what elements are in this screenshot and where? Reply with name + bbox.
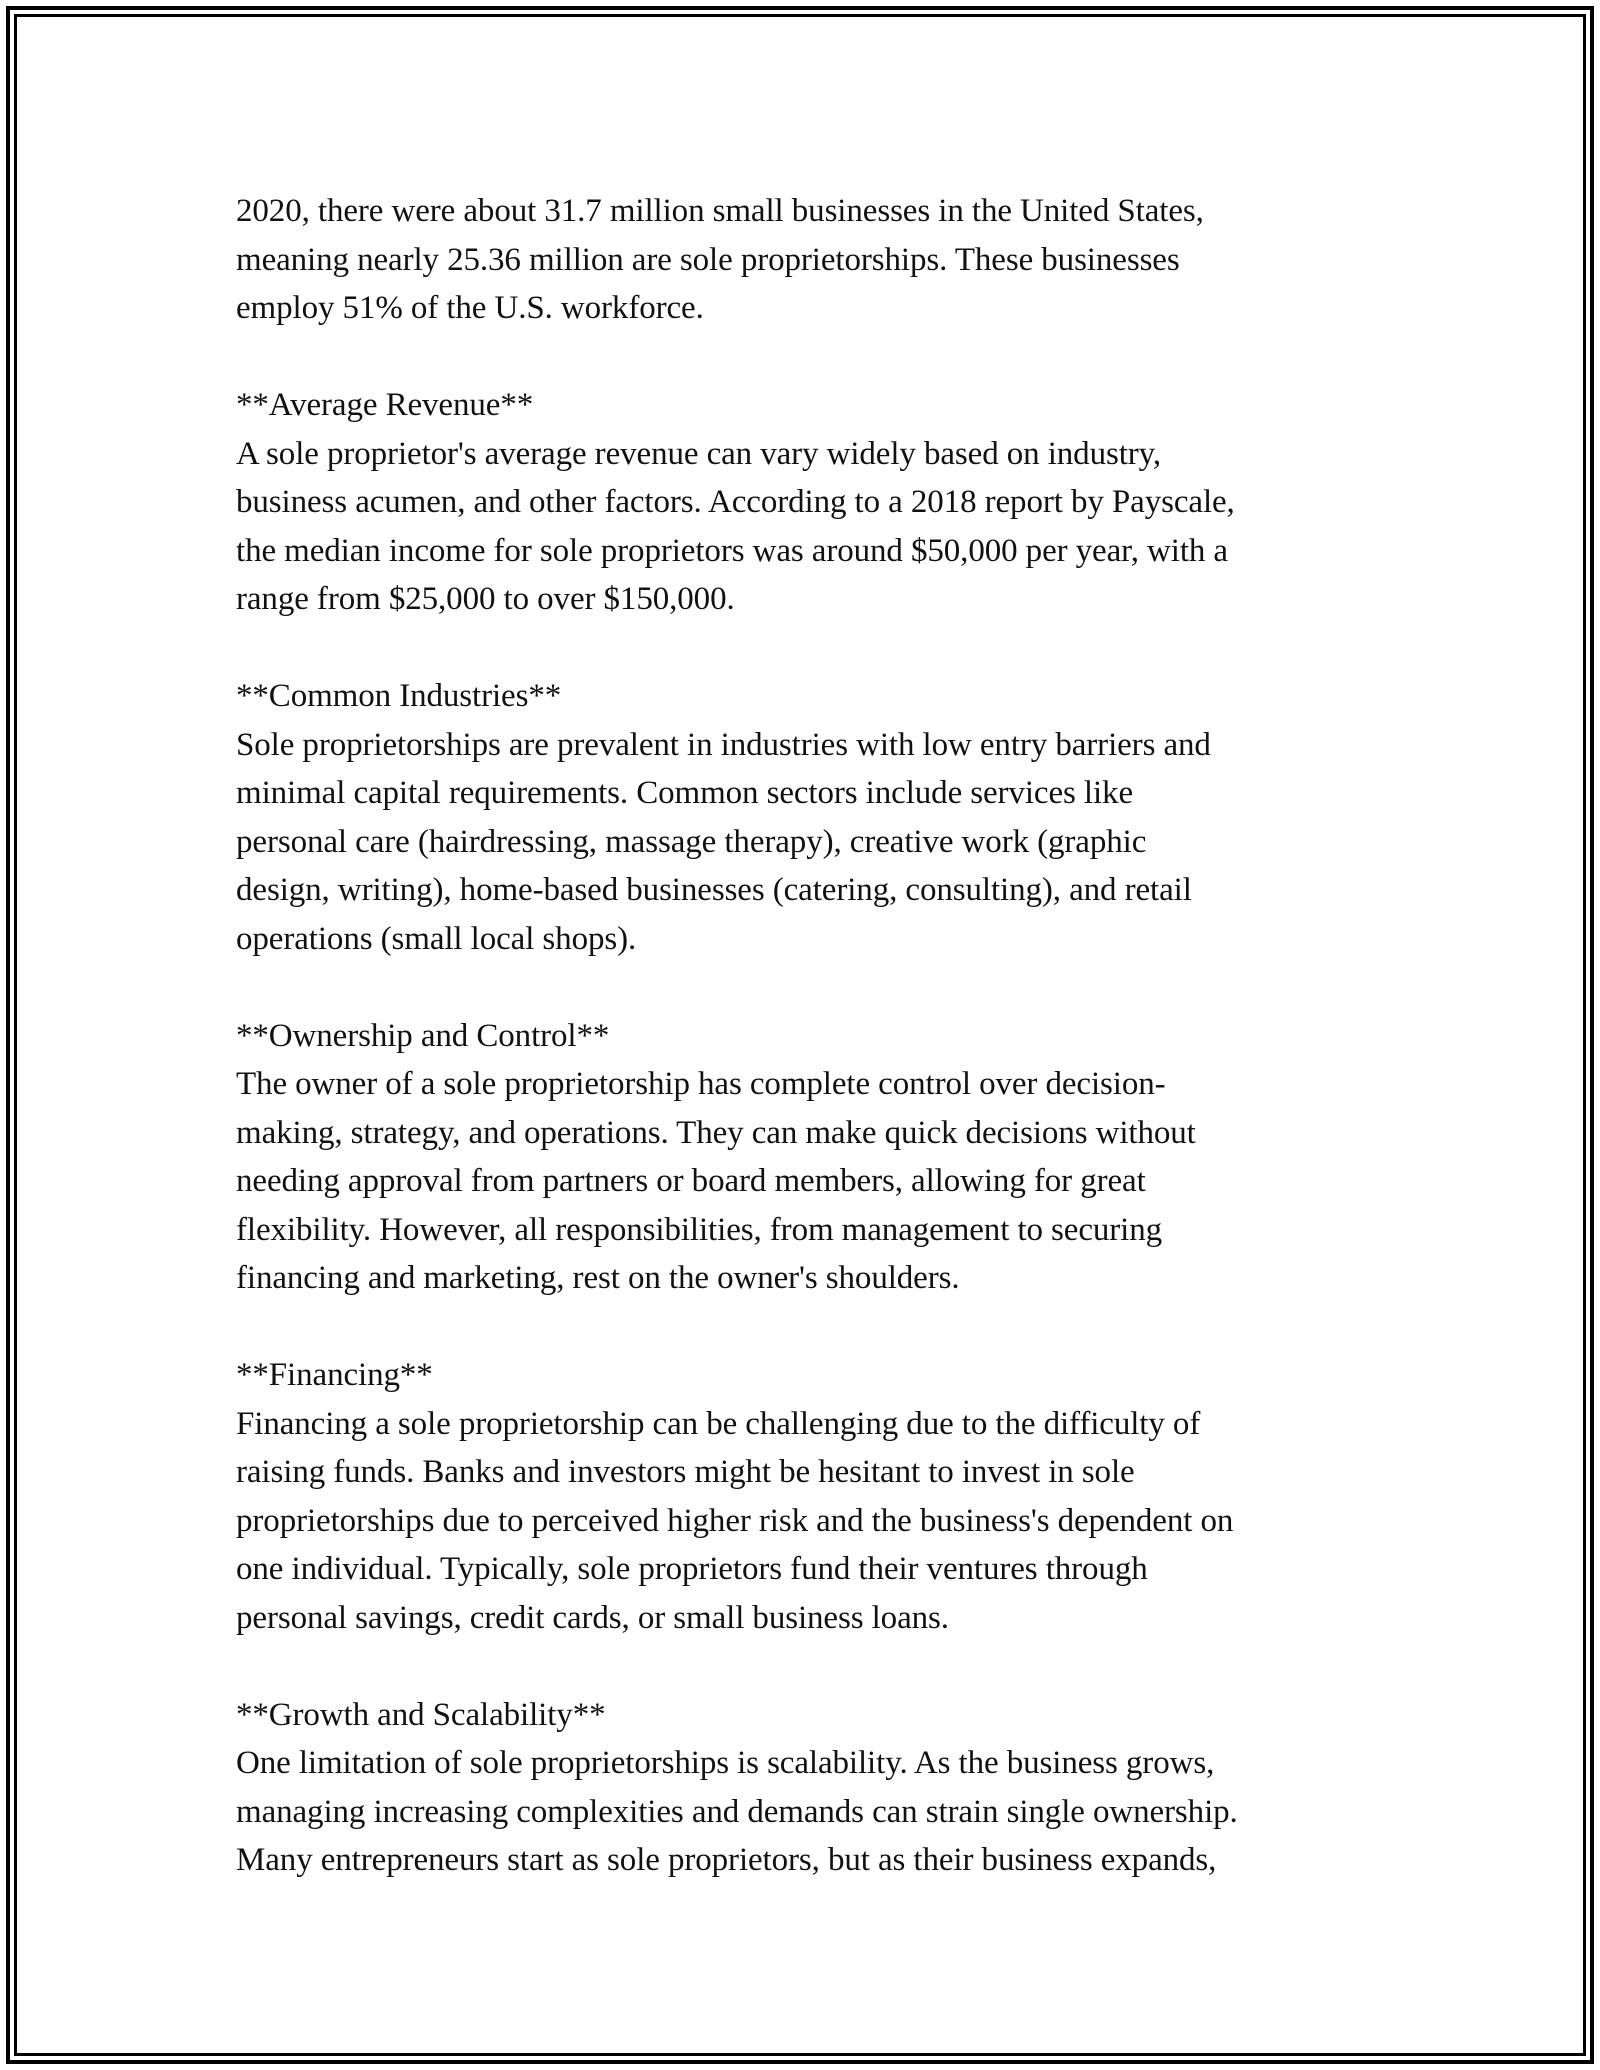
section-ownership-and-control (236, 1012, 1366, 1303)
paragraph-line: One limitation of sole proprietorships is scalability. As the business grows, (236, 1745, 1215, 1781)
section-common-industries (236, 672, 1366, 963)
section-growth-and-scalability (236, 1691, 1366, 1885)
paragraph-line: design, writing), home-based businesses (catering, consulting), and retail (236, 872, 1192, 908)
section-paragraph (236, 430, 1366, 624)
section-heading: **Growth and Scalability** (236, 1696, 606, 1733)
section-average-revenue (236, 381, 1366, 624)
paragraph-line: operations (small local shops). (236, 920, 637, 957)
section-heading: **Average Revenue** (236, 387, 534, 423)
document-body (236, 187, 1366, 1885)
intro-paragraph (236, 187, 1366, 333)
section-paragraph (236, 1739, 1366, 1885)
section-financing (236, 1351, 1366, 1642)
section-paragraph (236, 721, 1366, 964)
paragraph-line: personal savings, credit cards, or small business loans. (236, 1599, 949, 1636)
paragraph-line: Financing a sole proprietorship can be challenging due to the difficulty of (236, 1405, 1201, 1442)
intro-line: meaning nearly 25.36 million are sole proprietorships. These businesses (236, 241, 1180, 278)
paragraph-line: The owner of a sole proprietorship has complete control over decision- (236, 1066, 1166, 1102)
intro-line: employ 51% of the U.S. workforce. (236, 290, 704, 326)
paragraph-line: flexibility. However, all responsibilities, from management to securing (236, 1211, 1163, 1248)
section-heading: **Financing** (236, 1357, 433, 1393)
section-paragraph (236, 1400, 1366, 1643)
paragraph-line: managing increasing complexities and demands can strain single ownership. (236, 1793, 1238, 1830)
paragraph-line: making, strategy, and operations. They can make quick decisions without (236, 1114, 1196, 1151)
paragraph-line: personal care (hairdressing, massage therapy), creative work (graphic (236, 823, 1147, 860)
section-paragraph (236, 1060, 1366, 1303)
section-heading: **Ownership and Control** (236, 1017, 610, 1054)
paragraph-line: range from $25,000 to over $150,000. (236, 581, 735, 617)
paragraph-line: business acumen, and other factors. According to a 2018 report by Payscale, (236, 484, 1235, 520)
paragraph-line: minimal capital requirements. Common sectors include services like (236, 775, 1133, 811)
paragraph-line: financing and marketing, rest on the owner's shoulders. (236, 1260, 960, 1296)
paragraph-line: Sole proprietorships are prevalent in industries with low entry barriers and (236, 726, 1211, 763)
paragraph-line: A sole proprietor's average revenue can vary widely based on industry, (236, 435, 1162, 472)
section-heading: **Common Industries** (236, 678, 562, 714)
paragraph-line: one individual. Typically, sole proprietors fund their ventures through (236, 1551, 1148, 1587)
paragraph-line: proprietorships due to perceived higher risk and the business's dependent on (236, 1502, 1234, 1539)
paragraph-line: needing approval from partners or board members, allowing for great (236, 1163, 1146, 1199)
paragraph-line: the median income for sole proprietors was around $50,000 per year, with a (236, 532, 1228, 569)
intro-line: 2020, there were about 31.7 million small businesses in the United States, (236, 193, 1204, 229)
paragraph-line: raising funds. Banks and investors might be hesitant to invest in sole (236, 1454, 1135, 1490)
paragraph-line: Many entrepreneurs start as sole proprietors, but as their business expands, (236, 1842, 1217, 1878)
